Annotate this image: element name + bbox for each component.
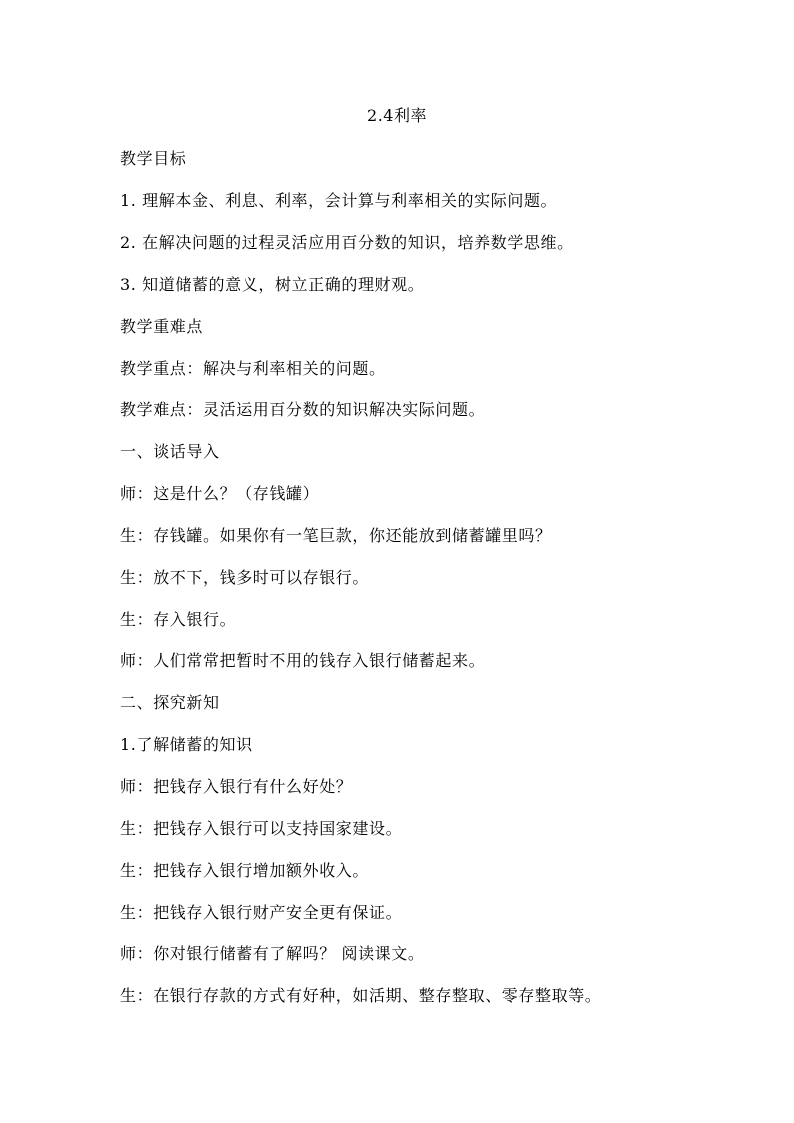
key-point-text: 教学重点：解决与利率相关的问题。: [120, 359, 386, 378]
objective-item: 1. 理解本金、利息、利率，会计算与利率相关的实际问题。: [120, 191, 558, 210]
document-title: 2.4利率: [367, 106, 427, 125]
objective-item: 3. 知道储蓄的意义，树立正确的理财观。: [120, 275, 425, 294]
section-heading-explore: 二、探究新知: [120, 693, 220, 712]
subsection-heading: 1.了解储蓄的知识: [120, 735, 253, 754]
dialogue-line: 师：人们常常把暂时不用的钱存入银行储蓄起来。: [120, 651, 486, 670]
dialogue-line: 生：把钱存入银行增加额外收入。: [120, 861, 370, 880]
dialogue-line: 生：把钱存入银行财产安全更有保证。: [120, 903, 403, 922]
dialogue-line: 师：这是什么？（存钱罐）: [120, 484, 320, 503]
section-heading-objectives: 教学目标: [120, 149, 187, 168]
section-heading-key-points: 教学重难点: [120, 317, 204, 336]
dialogue-line: 生：把钱存入银行可以支持国家建设。: [120, 819, 403, 838]
dialogue-line: 师：你对银行储蓄有了解吗？ 阅读课文。: [120, 944, 425, 963]
objective-item: 2. 在解决问题的过程灵活应用百分数的知识，培养数学思维。: [120, 233, 574, 252]
dialogue-line: 生：放不下，钱多时可以存银行。: [120, 568, 370, 587]
difficulty-text: 教学难点：灵活运用百分数的知识解决实际问题。: [120, 400, 486, 419]
dialogue-line: 生：在银行存款的方式有好种，如活期、整存整取、零存整取等。: [120, 986, 602, 1005]
section-heading-intro: 一、谈话导入: [120, 442, 220, 461]
dialogue-line: 生：存入银行。: [120, 610, 237, 629]
dialogue-line: 师：把钱存入银行有什么好处？: [120, 777, 353, 796]
dialogue-line: 生：存钱罐。如果你有一笔巨款，你还能放到储蓄罐里吗？: [120, 526, 552, 545]
